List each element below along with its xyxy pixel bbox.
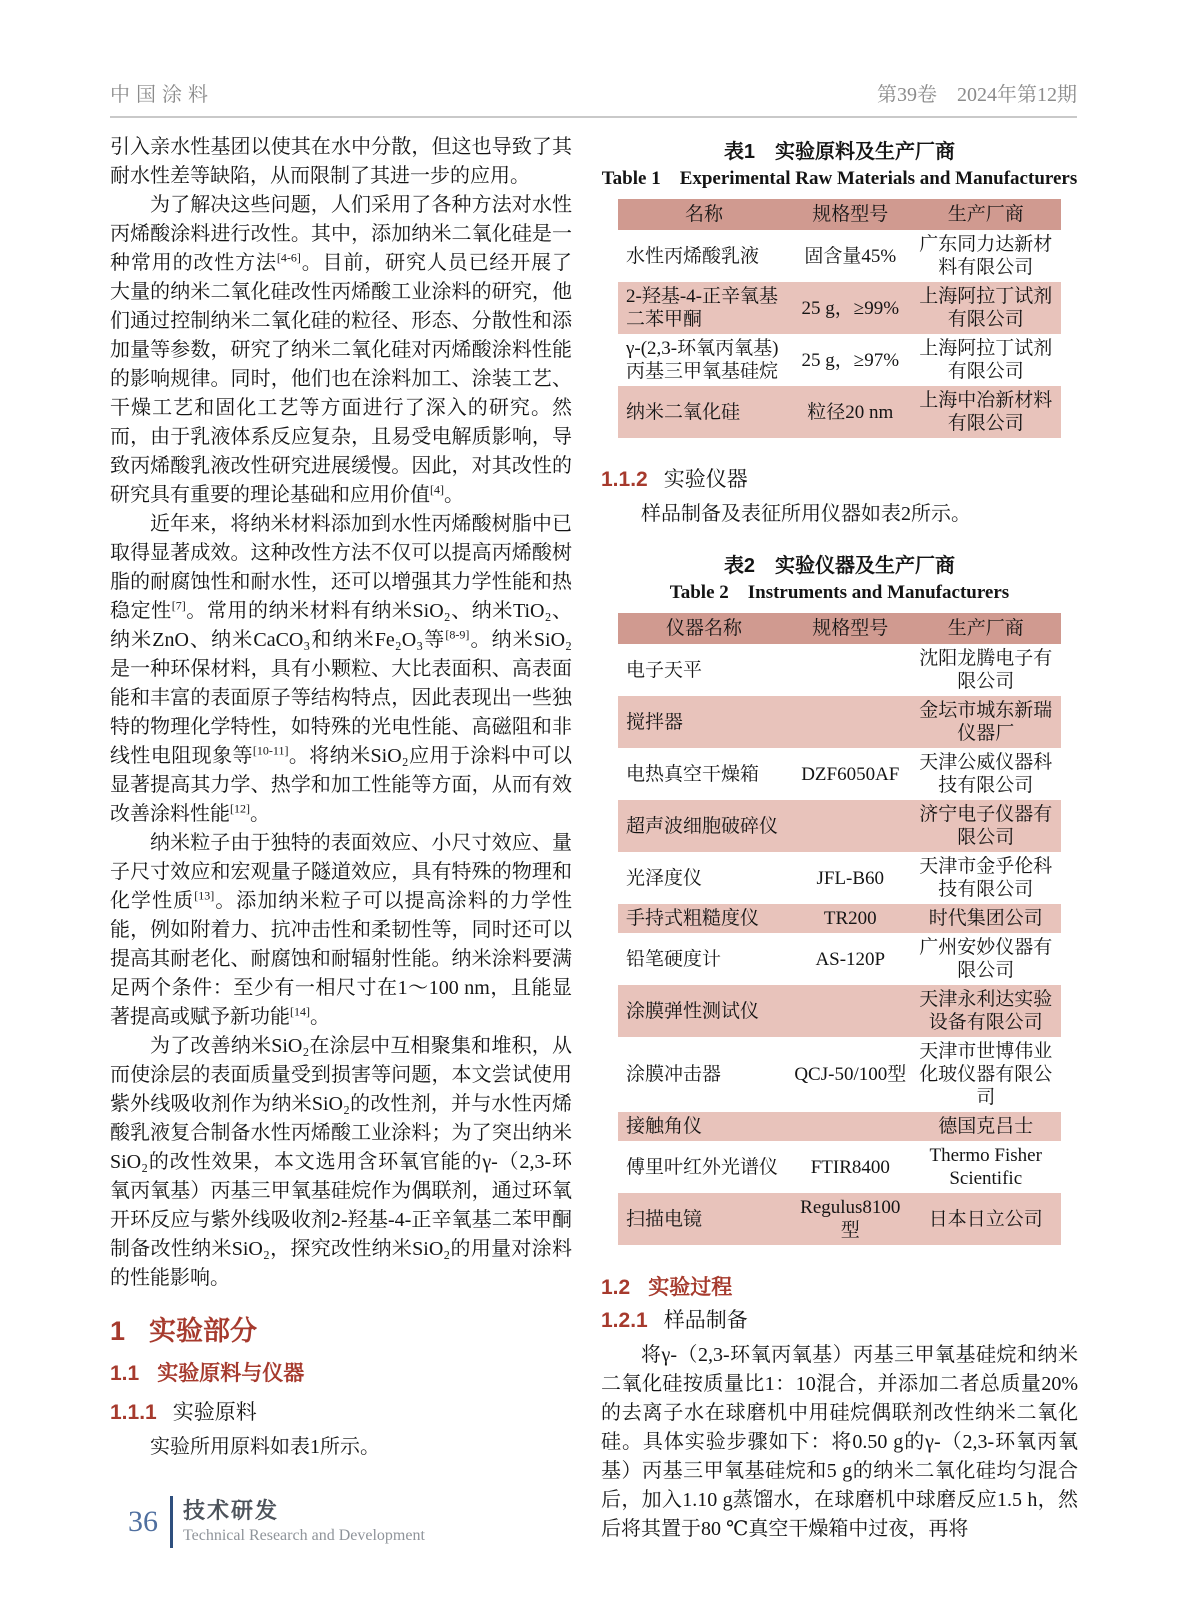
section-heading-1-1-2 <box>601 466 1078 493</box>
table-cell: JFL-B60 <box>816 867 885 889</box>
section-number: 1.1.2 <box>601 468 648 491</box>
table-cell: FTIR8400 <box>810 1156 890 1178</box>
footer-section-labels <box>183 1498 425 1546</box>
table-row <box>618 230 1061 282</box>
column-header: 生产厂商 <box>910 199 1061 230</box>
table-row <box>618 1141 1061 1193</box>
paragraph: 为了改善纳米SiO₂在涂层中互相聚集和堆积，从而使涂层的表面质量受到损害等问题，本文尝试使用紫外线吸收剂作为纳米SiO₂的改性剂，并与水性丙烯酸乳液复合制备水性丙烯酸工业涂料；为了突出纳米SiO₂的改性效果，本文选用含环氧官能的γ-（2,3-环氧丙氧基）丙基三甲氧基硅烷作为偶联剂，通过环氧开环反应与紫外线吸收剂2-羟基-4-正辛氧基二苯甲酮制备改性纳米SiO₂，探究改性纳米SiO₂的用量对涂料的性能影响。 <box>110 1035 572 1289</box>
journal-name: 中国涂料 <box>110 84 214 106</box>
table-cell: 手持式粗糙度仪 <box>626 908 760 929</box>
table-cell: 超声波细胞破碎仪 <box>626 815 779 837</box>
section-number: 1.1.1 <box>110 1401 157 1424</box>
table-cell: 接触角仪 <box>626 1116 703 1137</box>
column-header: 规格型号 <box>790 613 910 644</box>
table-cell: 扫描电镜 <box>626 1208 703 1230</box>
table-row <box>618 644 1061 696</box>
table-row <box>618 282 1061 334</box>
table-cell <box>790 800 910 852</box>
table-cell: 水性丙烯酸乳液 <box>626 245 760 267</box>
table2-caption-en: Table 2 Instruments and Manufacturers <box>669 582 1010 603</box>
table-row <box>618 800 1061 852</box>
table-cell: 济宁电子仪器有限公司 <box>919 804 1053 848</box>
table-cell <box>790 1112 910 1141</box>
table-cell: QCJ-50/100型 <box>794 1064 907 1085</box>
table-cell: 金坛市城东新瑞仪器厂 <box>919 700 1053 744</box>
table-cell: 时代集团公司 <box>928 908 1043 929</box>
section-title: 实验仪器 <box>663 467 748 491</box>
section-number: 1 <box>110 1316 126 1346</box>
table-cell: 铅笔硬度计 <box>626 948 722 970</box>
table-cell: TR200 <box>823 908 877 929</box>
table-cell: 天津市世博伟业化玻仪器有限公司 <box>919 1041 1053 1108</box>
table-cell: 傅里叶红外光谱仪 <box>626 1156 779 1178</box>
table-cell: 纳米二氧化硅 <box>626 401 741 423</box>
paragraph: 引入亲水性基团以使其在水中分散，但这也导致了其耐水性差等缺陷，从而限制了其进一步的应用。 <box>110 136 572 187</box>
table-cell: 天津公威仪器科技有限公司 <box>919 752 1053 796</box>
table-row <box>618 386 1061 438</box>
table-cell: 天津永利达实验设备有限公司 <box>919 989 1053 1033</box>
footer-section-en: Technical Research and Development <box>183 1527 425 1544</box>
table-cell: 2-羟基-4-正辛氧基二苯甲酮 <box>626 286 778 330</box>
section-heading-1-1 <box>110 1361 572 1387</box>
section-title: 实验原料与仪器 <box>157 1362 305 1385</box>
issue-info: 第39卷 2024年第12期 <box>877 84 1077 106</box>
column-header: 生产厂商 <box>910 613 1061 644</box>
paragraph: 实验所用原料如表1所示。 <box>150 1436 380 1458</box>
section-heading-1 <box>110 1315 572 1347</box>
section-number: 1.2.1 <box>601 1309 648 1332</box>
table-cell: Thermo Fisher Scientific <box>929 1145 1042 1189</box>
page-number: 36 <box>128 1505 158 1538</box>
page-footer <box>128 1496 425 1548</box>
table-cell: 天津市金乎伦科技有限公司 <box>919 856 1053 900</box>
table-cell: 上海阿拉丁试剂有限公司 <box>919 338 1053 382</box>
table-cell: 粒径20 nm <box>807 401 894 423</box>
table-cell: 德国克吕士 <box>938 1116 1034 1137</box>
table-cell: γ-(2,3-环氧丙氧基)丙基三甲氧基硅烷 <box>626 338 779 382</box>
table-cell <box>790 644 910 696</box>
page-header <box>110 78 1077 118</box>
paragraph: 近年来，将纳米材料添加到水性丙烯酸树脂中已取得显著成效。这种改性方法不仅可以提高丙烯酸树脂的耐腐蚀性和耐水性，还可以增强其力学性能和热稳定性[7]。常用的纳米材料有纳米SiO₂、纳米TiO₂、纳米ZnO、纳米CaCO₃和纳米Fe₂O₃等[8-9]。纳米SiO₂是一种环保材料，具有小颗粒、大比表面积、高表面能和丰富的表面原子等结构特点，因此表现出一些独特的物理化学特性，如特殊的光电性能、高磁阻和非线性电阻现象等[10-11]。将纳米SiO₂应用于涂料中可以显著提高其力学、热学和加工性能等方面，从而有效改善涂料性能[12]。 <box>110 513 572 825</box>
paragraph: 为了解决这些问题，人们采用了各种方法对水性丙烯酸涂料进行改性。其中，添加纳米二氧化硅是一种常用的改性方法[4-6]。目前，研究人员已经开展了大量的纳米二氧化硅改性丙烯酸工业涂料的研究，他们通过控制纳米二氧化硅的粒径、形态、分散性和添加量等参数，研究了纳米二氧化硅对丙烯酸涂料性能的影响规律。同时，他们也在涂料加工、涂装工艺、干燥工艺和固化工艺等方面进行了深入的研究。然而，由于乳液体系反应复杂，且易受电解质影响，导致丙烯酸乳液改性研究进展缓慢。因此，对其改性的研究具有重要的理论基础和应用价值[4]。 <box>110 194 573 506</box>
column-header: 名称 <box>618 199 790 230</box>
table-row <box>618 985 1061 1037</box>
table1-caption-en: Table 1 Experimental Raw Materials and Manufacturers <box>601 168 1078 189</box>
table-row <box>618 334 1061 386</box>
table-cell: 日本日立公司 <box>928 1208 1043 1230</box>
table-cell: 搅拌器 <box>626 711 684 733</box>
table1 <box>618 199 1061 438</box>
section-heading-1-2-1 <box>601 1307 1078 1334</box>
table-cell: 涂膜冲击器 <box>626 1064 722 1085</box>
table-header-row <box>618 613 1061 644</box>
section-title: 样品制备 <box>663 1308 748 1332</box>
table2 <box>618 613 1061 1245</box>
table-cell: 沈阳龙腾电子有限公司 <box>919 648 1053 692</box>
table1-caption-cn: 表1 实验原料及生产厂商 <box>723 141 956 163</box>
table2-block <box>601 553 1078 1245</box>
table-row <box>618 852 1061 904</box>
section-number: 1.2 <box>601 1276 631 1299</box>
table-row <box>618 1037 1061 1112</box>
table-cell: 涂膜弹性测试仪 <box>626 1000 760 1022</box>
table-row <box>618 748 1061 800</box>
table-cell: 电子天平 <box>626 659 703 681</box>
table-row <box>618 904 1061 933</box>
section-title: 实验过程 <box>648 1276 733 1299</box>
table-cell: 25 g，≥99% <box>801 297 900 319</box>
table-cell: 光泽度仪 <box>626 867 703 889</box>
section-heading-1-2 <box>601 1275 1078 1301</box>
table-cell: DZF6050AF <box>801 763 900 785</box>
left-column <box>110 133 572 1462</box>
table-cell <box>790 985 910 1037</box>
table1-block <box>601 139 1078 438</box>
table-cell <box>790 696 910 748</box>
table-cell: 电热真空干燥箱 <box>626 763 760 785</box>
table-cell: 25 g，≥97% <box>801 349 900 371</box>
right-column <box>601 133 1078 1544</box>
table-header-row <box>618 199 1061 230</box>
table-cell: 上海中冶新材料有限公司 <box>919 390 1053 434</box>
table-cell: 固含量45% <box>804 245 897 267</box>
table-cell: AS-120P <box>815 948 886 970</box>
table2-caption-cn: 表2 实验仪器及生产厂商 <box>723 555 956 577</box>
section-title: 实验原料 <box>172 1400 257 1424</box>
footer-divider-bar <box>170 1496 173 1548</box>
section-number: 1.1 <box>110 1362 140 1385</box>
table-cell: Regulus8100型 <box>800 1197 901 1241</box>
table-cell: 上海阿拉丁试剂有限公司 <box>919 286 1053 330</box>
section-heading-1-1-1 <box>110 1399 572 1426</box>
table-row <box>618 1193 1061 1245</box>
section-title: 实验部分 <box>149 1316 258 1346</box>
paragraph: 纳米粒子由于独特的表面效应、小尺寸效应、量子尺寸效应和宏观量子隧道效应，具有特殊的物理和化学性质[13]。添加纳米粒子可以提高涂料的力学性能，例如附着力、抗冲击性和柔韧性等，同时还可以提高其耐老化、耐腐蚀和耐辐射性能。纳米涂料要满足两个条件：至少有一相尺寸在1～100 nm，且能显著提高或赋予新功能[14]。 <box>110 832 573 1028</box>
column-header: 规格型号 <box>790 199 910 230</box>
table-row <box>618 696 1061 748</box>
table-cell: 广东同力达新材料有限公司 <box>919 234 1053 278</box>
column-header: 仪器名称 <box>618 613 790 644</box>
table-row <box>618 933 1061 985</box>
footer-section-cn: 技术研发 <box>183 1498 280 1523</box>
paragraph: 将γ-（2,3-环氧丙氧基）丙基三甲氧基硅烷和纳米二氧化硅按质量比1：10混合，并添加二者总质量20%的去离子水在球磨机中用硅烷偶联剂改性纳米二氧化硅。具体实验步骤如下：将0.50 g的γ-（2,3-环氧丙氧基）丙基三甲氧基硅烷和5 g的纳米二氧化硅均匀混合后，加入1.10 g蒸馏水，在球磨机中球磨反应1.5 h，然后将其置于80 ℃真空干燥箱中过夜，再将 <box>601 1344 1078 1540</box>
paragraph: 样品制备及表征所用仪器如表2所示。 <box>641 503 971 525</box>
table-cell: 广州安妙仪器有限公司 <box>919 937 1053 981</box>
table-row <box>618 1112 1061 1141</box>
